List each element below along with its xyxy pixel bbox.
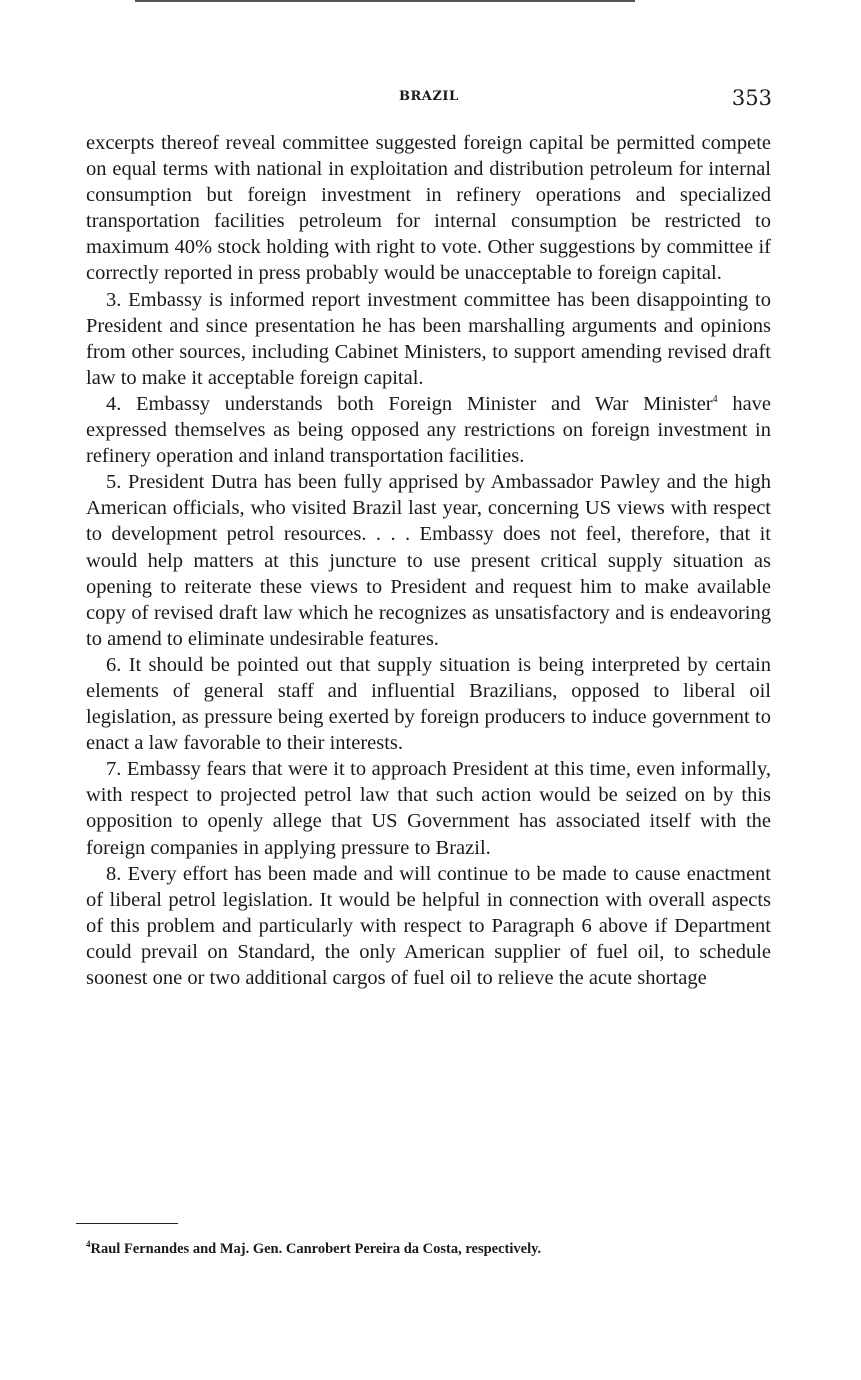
paragraph-8: 8. Every effort has been made and will continue to be made to cause enactment of liberal petrol legislation. It would be helpful in connection with overall aspects of this problem and particularly with respect to Paragraph 6 above if Department could prevail on Standard, the only American supplier of fuel oil, to schedule soonest one or two additional cargos of fuel oil to relieve the acute shortage: [86, 862, 771, 989]
paragraph-4-rest: have expressed themselves as being opposed any restrictions on foreign investment in refinery operation and inland transportation facilities.: [86, 392, 772, 468]
paragraph-7: 7. Embassy fears that were it to approach President at this time, even informally, with respect to projected petrol law that such action would be seized on by this opposition to openly allege that US Government has associated itself with the foreign companies in applying pressure to Brazil.: [86, 758, 771, 859]
continuation-paragraph: excerpts thereof reveal committee suggested foreign capital be permitted compete on equal terms with national in exploitation and distribution petroleum for internal consumption but foreign investment in refinery operations and specialized transportation facilities petroleum for internal consumption be restricted to maximum 40% stock holding with right to vote. Other suggestions by committee if correctly reported in press probably would be unacceptable to foreign capital.: [86, 132, 771, 285]
running-head: [0, 86, 861, 110]
paragraph-5: 5. President Dutra has been fully apprised by Ambassador Pawley and the high American officials, who visited Brazil last year, concerning US views with respect to development petrol resources. . . . Embassy does not feel, therefore, that it would help matters at this juncture to use present critical supply situation as opening to reiterate these views to President and request him to make available copy of revised draft law which he recognizes as unsatisfactory and is endeavoring to amend to eliminate undesirable features.: [86, 471, 771, 650]
running-title: BRAZIL: [399, 89, 459, 104]
paragraph-3: 3. Embassy is informed report investment committee has been disappointing to President and since presentation he has been marshalling arguments and opinions from other sources, including Cabinet Ministers, to support amending revised draft law to make it acceptable foreign capital.: [86, 288, 771, 389]
footnote-text: Raul Fernandes and Maj. Gen. Canrobert Pereira da Costa, respectively.: [90, 1241, 542, 1257]
footnote-divider: [76, 1223, 178, 1224]
page-number: 353: [731, 86, 772, 110]
paragraph-6: 6. It should be pointed out that supply situation is being interpreted by certain elements of general staff and influential Brazilians, opposed to liberal oil legislation, as pressure being exerted by foreign producers to induce government to enact a law favorable to their interests.: [86, 653, 771, 755]
paragraph-4-text: 4. Embassy understands both Foreign Minister and War Minister: [106, 392, 713, 415]
top-edge-rule: [135, 0, 635, 2]
paragraph-4: [86, 391, 771, 469]
footnote-marker: 4: [86, 1239, 91, 1250]
footnote-reference: 4: [712, 394, 718, 406]
footnote: [86, 1239, 766, 1259]
body-text: [86, 130, 771, 991]
